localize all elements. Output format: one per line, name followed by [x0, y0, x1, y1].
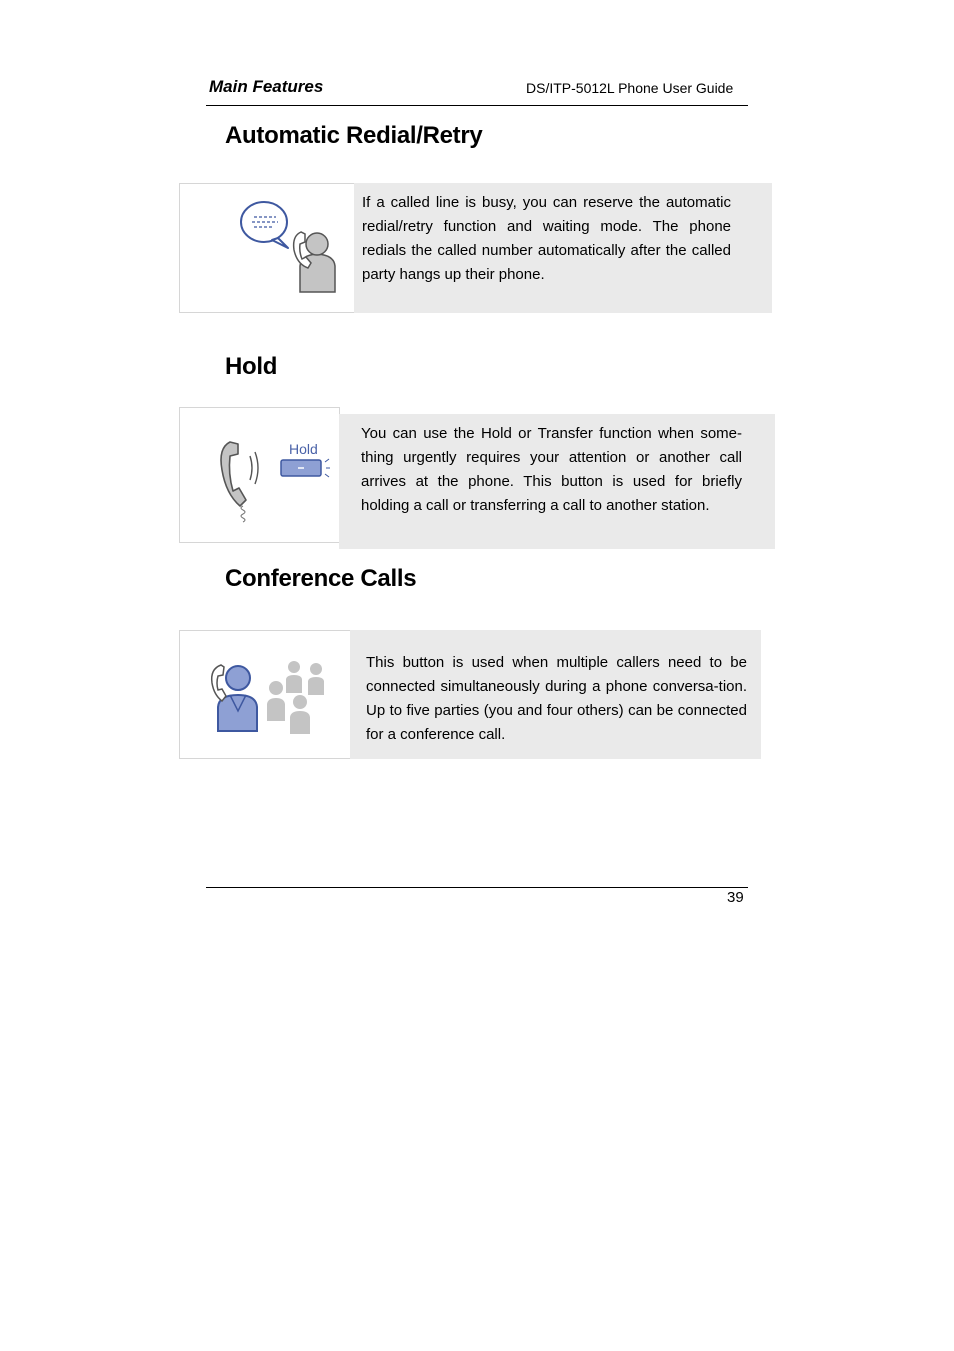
- running-header-section: Main Features: [209, 77, 324, 96]
- conference-description: This button is used when multiple callers need to be connected simultaneously during a phone conversa-tion. Up to five parties (you and four others) can be connected for a conference call.: [366, 654, 747, 743]
- hold-illustration: [179, 407, 340, 543]
- hold-description-panel: [339, 414, 775, 549]
- conference-description-panel: [350, 630, 761, 759]
- page-number: 39: [727, 889, 744, 906]
- redial-person-speech-icon: [180, 184, 356, 314]
- conference-illustration: [179, 630, 351, 759]
- redial-illustration: [179, 183, 355, 313]
- conference-group-icon: [180, 631, 352, 760]
- hold-button-icon: [180, 408, 341, 544]
- footer-rule: [206, 887, 748, 888]
- section-title-conference: Conference Calls: [225, 565, 417, 592]
- redial-description-panel: [354, 183, 772, 313]
- section-title-redial: Automatic Redial/Retry: [225, 122, 483, 149]
- running-header-guide-title: DS/ITP-5012L Phone User Guide: [526, 80, 734, 96]
- hold-button-caption: Hold: [289, 441, 318, 457]
- section-title-hold: Hold: [225, 353, 278, 380]
- redial-description: If a called line is busy, you can reserve the automatic redial/retry function and waiting mode. The phone redials the called number automatically after the called party hangs up their phone.: [362, 194, 731, 283]
- header-rule: [206, 105, 748, 106]
- hold-description: You can use the Hold or Transfer function when some-thing urgently requires your attention or another call arrives at the phone. This button is used for briefly holding a call or transferring a call to another station.: [361, 425, 742, 514]
